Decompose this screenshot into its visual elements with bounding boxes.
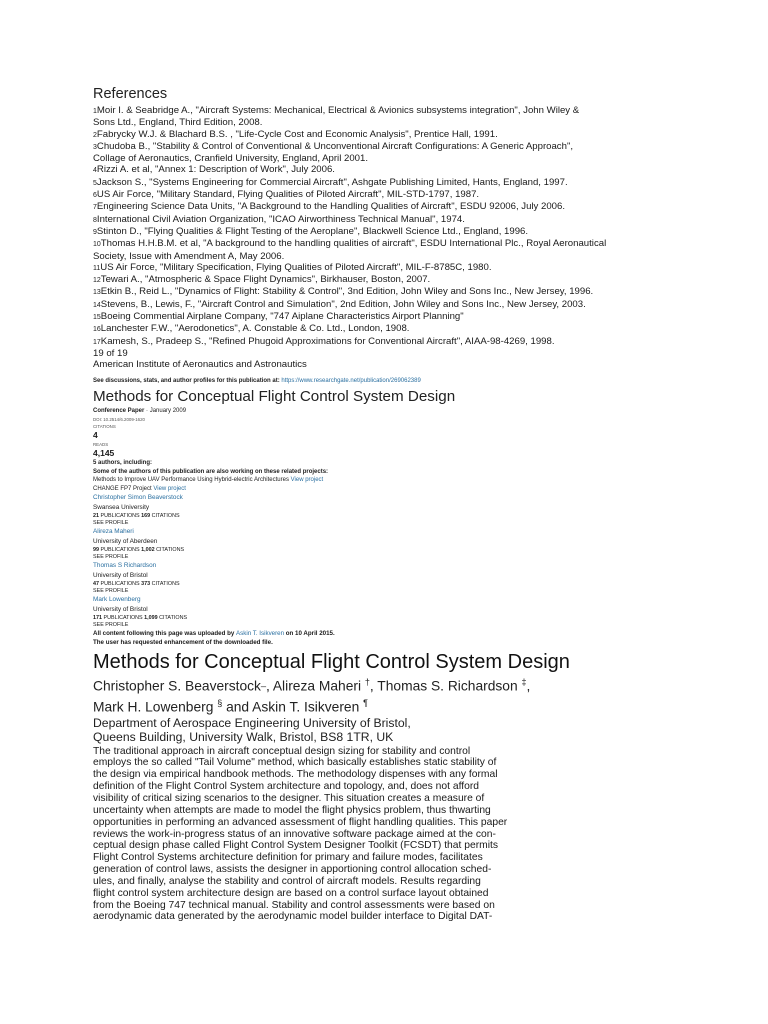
citations-label: CITATIONS bbox=[93, 424, 116, 430]
abstract-line: from the Boeing 747 technical manual. Stability and control assessments were based on bbox=[93, 899, 495, 911]
author-list bbox=[93, 493, 633, 629]
abstract-line: flight control system architecture design are based on a control surface layout obtained bbox=[93, 887, 489, 899]
abstract-line: aerodynamic data generated by the aerodynamic model builder interface to Digital DAT- bbox=[93, 911, 493, 923]
references-heading: References bbox=[93, 86, 168, 102]
author-stats: 99 PUBLICATIONS 1,002 CITATIONS bbox=[93, 546, 185, 553]
reference-item: 10Thomas H.H.B.M. et al, "A background to the handling qualities of aircraft", ESDU International Plc., Royal Aeronautical bbox=[93, 238, 607, 250]
see-profile-link[interactable]: SEE PROFILE bbox=[93, 587, 129, 594]
reads-count: 4,145 bbox=[93, 448, 115, 459]
see-profile-link[interactable]: SEE PROFILE bbox=[93, 519, 129, 526]
author-stats: 171 PUBLICATIONS 1,099 CITATIONS bbox=[93, 614, 188, 621]
reference-item: 14Stevens, B., Lewis, F., "Aircraft Control and Simulation", 2nd Edition, John Wiley and Sons Inc., New Jersey, 2003. bbox=[93, 298, 586, 310]
publication-type: Conference Paper · January 2009 bbox=[93, 408, 187, 415]
abstract-line: the design via empirical handbook methods. The methodology dispenses with any formal bbox=[93, 769, 498, 781]
abstract-line: definition of the Flight Control System architecture and topology, and, does not afford bbox=[93, 781, 479, 793]
reference-item: 12Tewari A., "Atmospheric & Space Flight Dynamics", Birkhauser, Boston, 2007. bbox=[93, 274, 431, 286]
abstract-line: reviews the work-in-progress status of an innovative software package aimed at the con- bbox=[93, 828, 496, 840]
reference-item: 16Lanchester F.W., "Aerodonetics", A. Constable & Co. Ltd., London, 1908. bbox=[93, 323, 410, 335]
reference-item: 7Engineering Science Data Units, "A Background to the Handling Qualities of Aircraft", ESDU 92006, July 2006. bbox=[93, 201, 566, 213]
reads-label: READS bbox=[93, 442, 109, 448]
publication-title[interactable]: Methods for Conceptual Flight Control System Design bbox=[93, 388, 456, 406]
reference-item: 1Moir I. & Seabridge A., "Aircraft Systems: Mechanical, Electrical & Avionics subsystems integration", John Wiley & bbox=[93, 105, 580, 116]
page-number: 19 of 19 bbox=[93, 347, 128, 359]
related-projects-heading: Some of the authors of this publication are also working on these related projects: bbox=[93, 468, 329, 475]
paper-authors: Christopher S. Beaverstock_, Alireza Maheri †, Thomas S. Richardson ‡, bbox=[93, 677, 531, 694]
reference-item: 5Jackson S., "Systems Engineering for Commercial Aircraft", Ashgate Publishing Limited, Hants, England, 1997. bbox=[93, 176, 568, 188]
author-name-link[interactable]: Thomas S Richardson bbox=[93, 562, 157, 570]
reference-item: 17Kamesh, S., Pradeep S., "Refined Phugoid Approximations for Conventional Aircraft", AIAA-98-4269, 1998. bbox=[93, 335, 555, 347]
reference-item: 8International Civil Aviation Organization, "ICAO Airworthiness Technical Manual", 1974. bbox=[93, 213, 465, 225]
reference-continuation: Collage of Aeronautics, Cranfield University, England, April 2001. bbox=[93, 153, 368, 165]
publication-link[interactable]: https://www.researchgate.net/publication/269062389 bbox=[281, 378, 421, 385]
document-page bbox=[93, 86, 633, 923]
author-card bbox=[93, 493, 633, 527]
abstract-line: generation of control laws, assists the designer in apportioning control allocation sched- bbox=[93, 864, 492, 876]
reference-item: 9Stinton D., "Flying Qualities & Flight Testing of the Aeroplane", Blackwell Science Ltd., England, 1996. bbox=[93, 225, 529, 237]
author-institution: University of Aberdeen bbox=[93, 537, 158, 545]
paper-title: Methods for Conceptual Flight Control System Design bbox=[93, 651, 570, 674]
abstract-line: employs the so called "Tail Volume" method, which basically establishes static stability of bbox=[93, 757, 497, 769]
reference-item: 3Chudoba B., "Stability & Control of Conventional & Unconventional Aircraft Configurations: A Generic Approach", bbox=[93, 140, 574, 152]
author-card bbox=[93, 561, 633, 595]
author-institution: University of Bristol bbox=[93, 571, 148, 579]
enhancement-note: The user has requested enhancement of the downloaded file. bbox=[93, 639, 273, 647]
author-institution: Swansea University bbox=[93, 503, 150, 511]
abstract-line: ceptual design phase called Flight Control System Designer Toolkit (FCSDT) that permits bbox=[93, 840, 498, 852]
publisher-footer: American Institute of Aeronautics and Astronautics bbox=[93, 359, 307, 371]
abstract-line: visibility of critical sizing scenarios to the designer. This situation creates a measure of bbox=[93, 792, 485, 804]
abstract-line: uncertainty when attempts are made to model the flight physics problem, thus thwarting bbox=[93, 804, 491, 816]
doi: DOI: 10.2514/6.2009-1620 bbox=[93, 417, 145, 423]
reference-item: 4Rizzi A. et al, "Annex 1: Description of Work", July 2006. bbox=[93, 164, 335, 176]
affiliation-line: Queens Building, University Walk, Bristol, BS8 1TR, UK bbox=[93, 729, 394, 744]
upload-notice: All content following this page was uploaded by Askin T. Isikveren on 10 April 2015. bbox=[93, 630, 335, 638]
see-profile-link[interactable]: SEE PROFILE bbox=[93, 621, 129, 628]
affiliation-line: Department of Aerospace Engineering University of Bristol, bbox=[93, 715, 411, 730]
uploader-link[interactable]: Askin T. Isikveren bbox=[236, 630, 285, 638]
reference-item: 13Etkin B., Reid L., "Dynamics of Flight: Stability & Control", 3nd Edition, John Wiley and Sons Inc., New Jersey, 1996. bbox=[93, 286, 594, 298]
citations-count: 4 bbox=[93, 430, 98, 441]
related-project: Methods to Improve UAV Performance Using Hybrid-electric Architectures View project bbox=[93, 477, 324, 484]
author-name-link[interactable]: Mark Lowenberg bbox=[93, 596, 141, 604]
reference-item: 2Fabrycky W.J. & Blachard B.S. , "Life-Cycle Cost and Economic Analysis", Prentice Hall, 1991. bbox=[93, 128, 498, 140]
author-institution: University of Bristol bbox=[93, 605, 148, 613]
related-project: CHANGE FP7 Project View project bbox=[93, 485, 186, 492]
author-stats: 47 PUBLICATIONS 373 CITATIONS bbox=[93, 580, 180, 587]
reference-item: 15Boeing Commential Airplane Company, "747 Aiplane Characteristics Airport Planning" bbox=[93, 311, 464, 323]
abstract-line: opportunities in performing an advanced assessment of flight handling qualities. This paper bbox=[93, 816, 508, 828]
author-name-link[interactable]: Alireza Maheri bbox=[93, 528, 134, 536]
authors-count: 5 authors, including: bbox=[93, 460, 153, 467]
view-project-link[interactable]: View project bbox=[290, 477, 324, 484]
reference-continuation: Society, Issue with Amendment A, May 2006. bbox=[93, 250, 285, 262]
author-card bbox=[93, 595, 633, 629]
abstract-line: ules, and finally, analyse the stability and control of aircraft models. Results regarding bbox=[93, 875, 481, 887]
researchgate-banner: See discussions, stats, and author profiles for this publication at: https://www.researchgate.net/publication/269062389 bbox=[93, 378, 421, 385]
paper-authors-line2: Mark H. Lowenberg § and Askin T. Isikveren ¶ bbox=[93, 698, 368, 715]
author-stats: 21 PUBLICATIONS 169 CITATIONS bbox=[93, 512, 180, 519]
abstract bbox=[93, 746, 548, 924]
view-project-link[interactable]: View project bbox=[153, 485, 186, 492]
reference-item: 11US Air Force, "Military Specification, Flying Qualities of Piloted Aircraft", MIL-F-8785C, 1980. bbox=[93, 261, 492, 273]
reference-list bbox=[93, 105, 633, 348]
abstract-line: Flight Control Systems architecture definition for primary and failure modes, facilitates bbox=[93, 852, 483, 864]
reference-continuation: Sons Ltd., England, Third Edition, 2008. bbox=[93, 117, 263, 129]
see-profile-link[interactable]: SEE PROFILE bbox=[93, 553, 129, 560]
author-name-link[interactable]: Christopher Simon Beaverstock bbox=[93, 494, 183, 502]
author-card bbox=[93, 527, 633, 561]
abstract-line: The traditional approach in aircraft conceptual design sizing for stability and control bbox=[93, 745, 471, 757]
reference-item: 6US Air Force, "Military Standard, Flying Qualities of Piloted Aircraft", MIL-STD-1797, 1987. bbox=[93, 189, 480, 201]
